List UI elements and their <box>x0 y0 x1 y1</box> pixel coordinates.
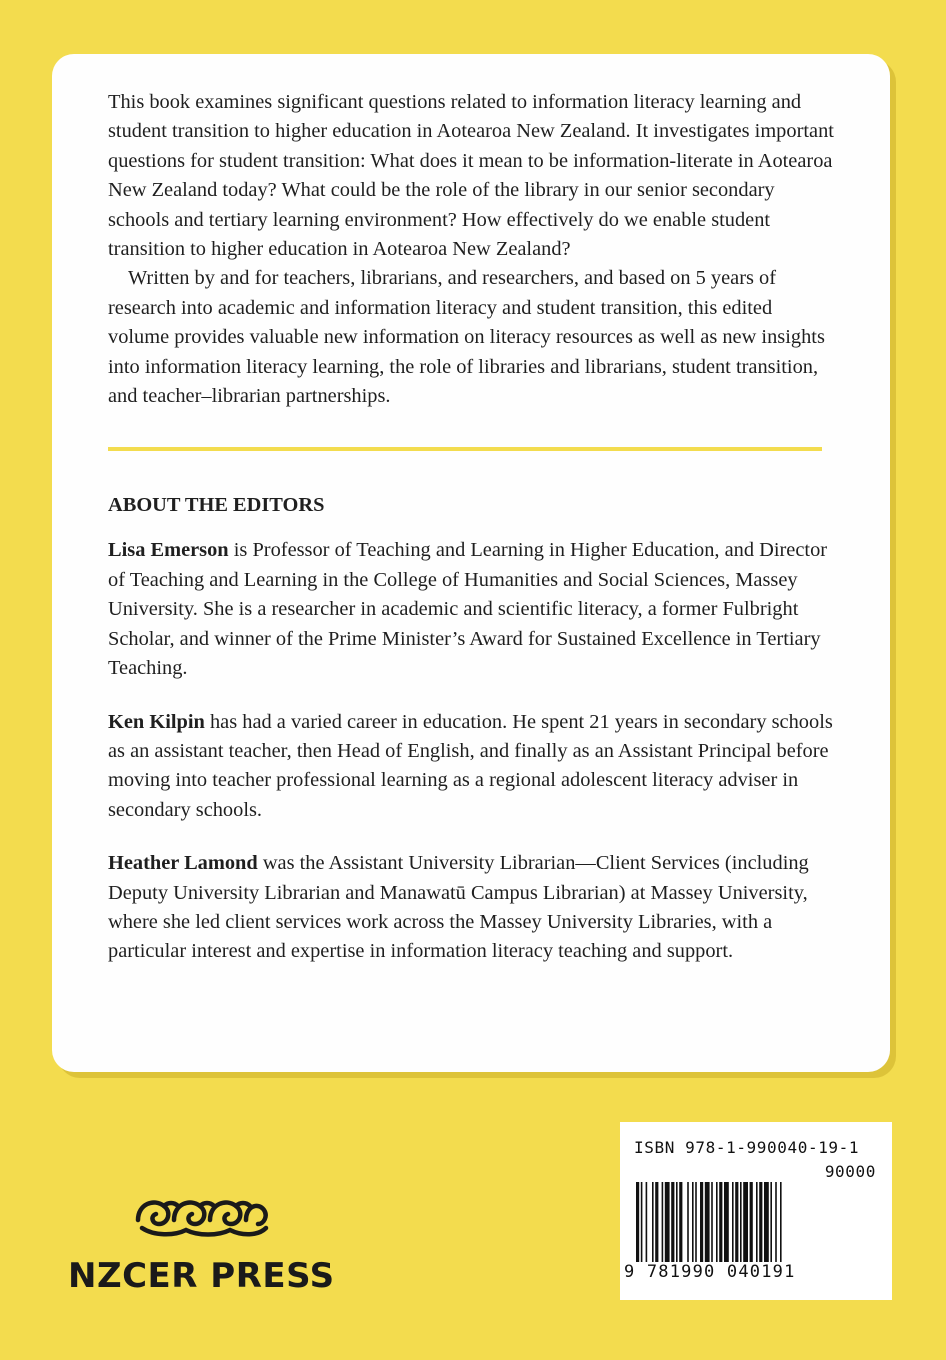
editor-bio-text: has had a varied career in education. He spent 21 years in secondary schools as an assistant teacher, then Head of English, and finally as an Assistant Principal before moving into teacher professional learning as a regional adolescent literacy adviser in secondary schools. <box>108 710 833 821</box>
koru-spirals-icon <box>134 1192 269 1240</box>
barcode-bar <box>705 1182 710 1262</box>
ean-digits: 9 781990 040191 <box>624 1262 796 1282</box>
barcode-bar <box>770 1182 772 1262</box>
barcode-bar <box>687 1182 689 1262</box>
barcode-bar <box>652 1182 654 1262</box>
editor-bio-lamond <box>108 849 834 967</box>
barcode-bar <box>780 1182 782 1262</box>
barcode-bar <box>750 1182 753 1262</box>
barcode-bar <box>764 1182 769 1262</box>
editor-name: Ken Kilpin <box>108 710 205 733</box>
barcode-bar <box>732 1182 734 1262</box>
barcode-bar <box>740 1182 742 1262</box>
editor-bio-text: is Professor of Teaching and Learning in Higher Education, and Director of Teaching and Learning in the College of Humanities and Social Sciences, Massey University. She is a researcher in academic and scientific literacy, a former Fulbright Scholar, and winner of the Prime Minister’s Award for Sustained Excellence in Tertiary Teaching. <box>108 539 828 680</box>
barcode-bar <box>662 1182 664 1262</box>
barcode-bar <box>646 1182 648 1262</box>
editor-bio-kilpin <box>108 708 834 826</box>
barcode-bar <box>759 1182 762 1262</box>
barcode-bar <box>676 1182 678 1262</box>
editor-name: Lisa Emerson <box>108 539 229 562</box>
barcode-bar <box>671 1182 674 1262</box>
publisher-logo <box>68 1192 338 1312</box>
barcode-bar <box>665 1182 670 1262</box>
description-panel <box>52 54 890 1072</box>
barcode-bar <box>775 1182 777 1262</box>
editor-bio-text: was the Assistant University Librarian—Client Services (including Deputy University Librarian and Manawatū Campus Librarian) at Massey University, where she led client services work across the Massey University Libraries, with a particular interest and expertise in information literacy teaching and support. <box>108 852 809 963</box>
price-addon: 90000 <box>824 1162 876 1181</box>
barcode-bar <box>724 1182 729 1262</box>
editor-bio-emerson <box>108 536 834 683</box>
barcode-bar <box>636 1182 639 1262</box>
section-divider <box>108 447 822 451</box>
book-blurb <box>108 88 834 411</box>
barcode-bars <box>636 1182 876 1264</box>
blurb-paragraph-2: Written by and for teachers, librarians, and researchers, and based on 5 years of research into academic and information literacy and student transition, this edited volume provides valuable new information on literacy resources as well as new insights into information literacy learning, the role of libraries and librarians, student transition, and teacher–librarian partnerships. <box>108 267 825 408</box>
barcode-bar <box>711 1182 713 1262</box>
barcode-bar <box>743 1182 748 1262</box>
barcode-bar <box>700 1182 703 1262</box>
barcode-bar <box>655 1182 658 1262</box>
barcode-bar <box>641 1182 643 1262</box>
barcode-bar <box>716 1182 718 1262</box>
publisher-name: NZCER PRESS <box>68 1256 335 1296</box>
barcode-bar <box>692 1182 694 1262</box>
editor-name: Heather Lamond <box>108 852 258 875</box>
barcode-bar <box>695 1182 697 1262</box>
isbn-label: ISBN 978-1-990040-19-1 <box>634 1138 860 1157</box>
barcode-bar <box>679 1182 682 1262</box>
barcode-bar <box>756 1182 758 1262</box>
about-editors-heading: ABOUT THE EDITORS <box>108 494 325 517</box>
barcode-bar <box>735 1182 738 1262</box>
isbn-barcode <box>620 1122 892 1300</box>
barcode-bar <box>719 1182 722 1262</box>
blurb-paragraph-1: This book examines significant questions related to information literacy learning and student transition to higher education in Aotearoa New Zealand. It investigates important questions for student transition: What does it mean to be information-literate in Aotearoa New Zealand today? What could be the role of the library in our senior secondary schools and tertiary learning environment? How effectively do we enable student transition to higher education in Aotearoa New Zealand? <box>108 91 834 261</box>
